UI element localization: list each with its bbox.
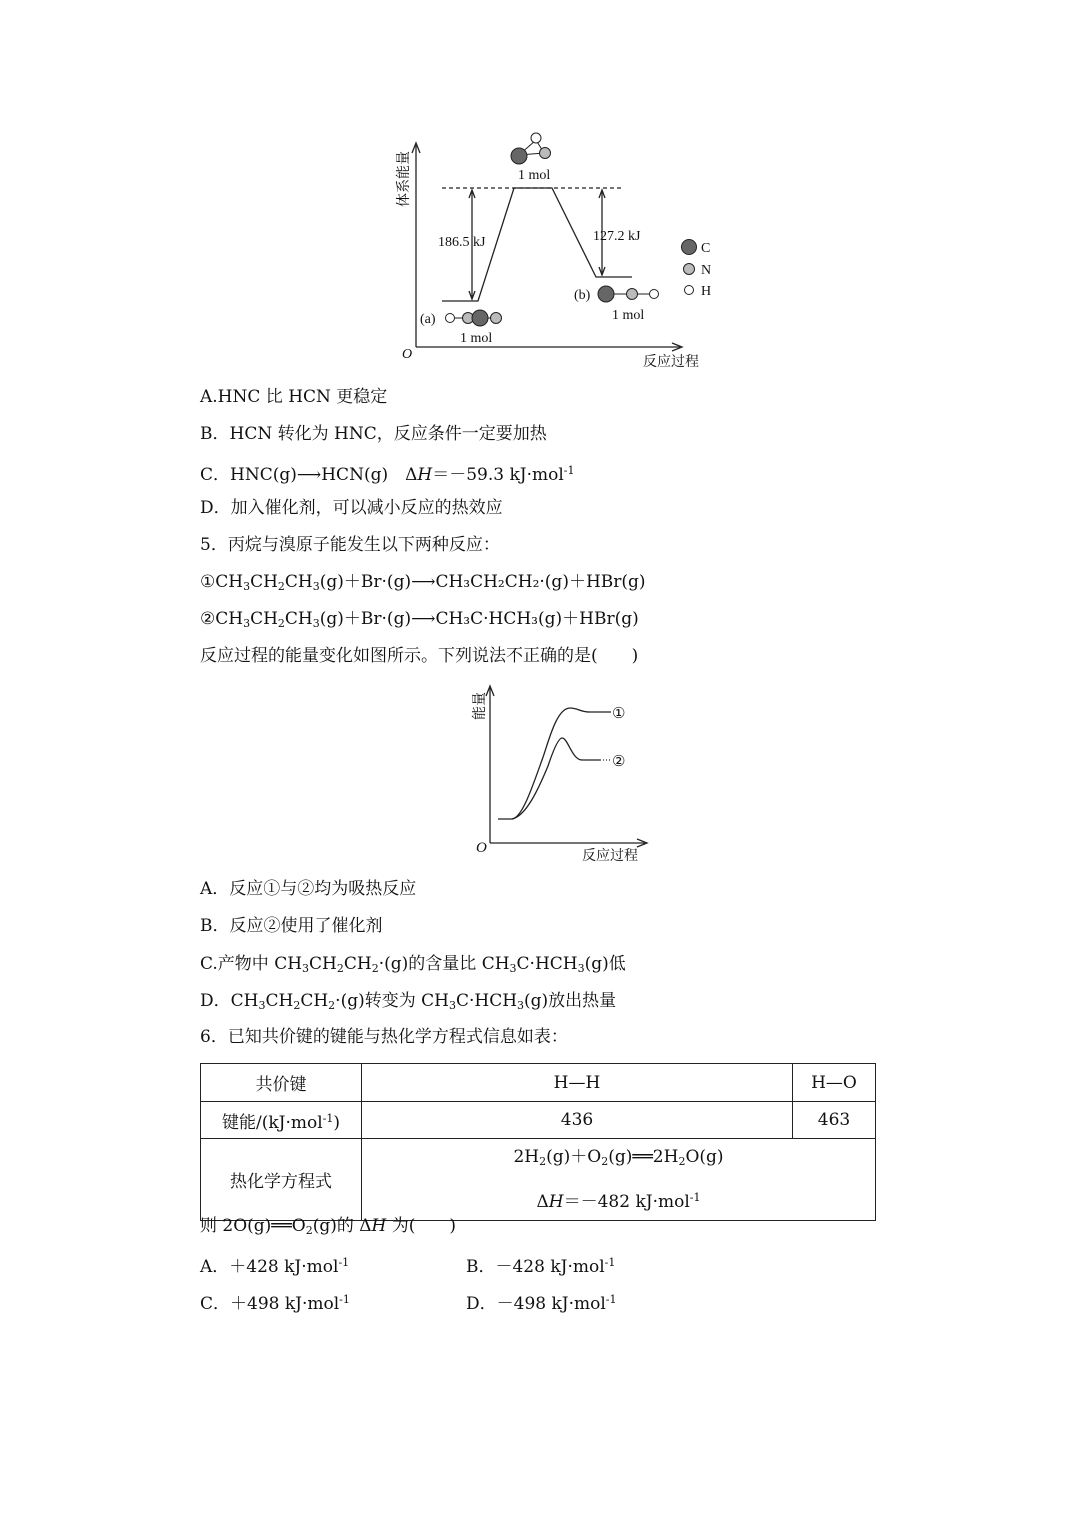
q5-option-d: D．$CH_3CH_2CH_2\cdot(g)$转变为 $CH_3C\cdot HCH_3(g)$放出热量: [200, 991, 617, 1012]
sup: -1: [605, 1293, 617, 1306]
q4-option-c: [200, 460, 575, 486]
q6-d-text: D．－498 kJ·mol: [466, 1294, 606, 1314]
c-pre: C.产物中 CH: [200, 954, 303, 974]
legend-h-label: H: [701, 284, 712, 299]
bond-energy-table: [200, 1063, 876, 1221]
d-pre: D．CH: [200, 991, 259, 1011]
header-hh: H—H: [362, 1064, 793, 1102]
right-energy-label: 127.2 kJ: [593, 229, 641, 244]
legend: [682, 240, 697, 295]
header-bond: 共价键: [201, 1064, 362, 1102]
state-b-mol: 1 mol: [612, 308, 645, 323]
curve-2-label: ②: [612, 754, 626, 770]
d-end: (g)放出热量: [524, 991, 617, 1011]
state-a-mol: 1 mol: [460, 331, 493, 346]
q4-c-var: H: [417, 465, 433, 485]
row-eq-label: 热化学方程式: [201, 1139, 362, 1221]
q-mid: (g)的 Δ: [312, 1216, 372, 1236]
q6-option-b: [466, 1252, 615, 1278]
q6-option-d: [466, 1289, 617, 1315]
molecule-b-icon: [598, 286, 659, 302]
sup: -1: [338, 1256, 350, 1269]
q5-reaction-1: $①CH_3CH_2CH_3(g)+Br\cdot(g)⟶CH_3CH_2CH_2\cdot(g)+HBr(g)$: [200, 572, 646, 593]
q4-option-b: B．HCN 转化为 HNC，反应条件一定要加热: [200, 424, 547, 444]
q5-tail: 反应过程的能量变化如图所示。下列说法不正确的是( ): [200, 646, 639, 666]
c-end: (g)低: [584, 954, 626, 974]
q6-a-text: A．＋428 kJ·mol: [200, 1257, 339, 1277]
table-row: [201, 1102, 876, 1139]
state-b-label: (b): [574, 288, 591, 303]
q6-c-text: C．＋498 kJ·mol: [200, 1294, 340, 1314]
x-axis-label: 反应过程: [643, 354, 699, 370]
q6-stem: 6．已知共价键的键能与热化学方程式信息如表：: [200, 1027, 568, 1047]
molecule-a-icon: [446, 310, 502, 326]
d-mid: (g)转变为 CH: [340, 991, 449, 1011]
c-mid: (g)的含量比 CH: [384, 954, 510, 974]
q5-stem: 5．丙烷与溴原子能发生以下两种反应：: [200, 535, 500, 555]
q-pre: 则 2O(g)══O: [200, 1216, 306, 1236]
r2-body: (g)＋Br·(g)⟶CH₃C·HCH₃(g)＋HBr(g): [319, 609, 639, 629]
q5-option-c: C.产物中 $CH_3CH_2CH_2\cdot(g)$的含量比 $CH_3C\cdot HCH_3(g)$低: [200, 954, 626, 975]
sup: -1: [339, 1293, 350, 1306]
legend-n-icon: [684, 264, 695, 275]
curve-2: [512, 738, 600, 819]
q-var: H: [371, 1216, 387, 1236]
q5-reaction-2: $②CH_3CH_2CH_3(g)+Br\cdot(g)⟶CH_3C\cdot HCH_3(g)+HBr(g)$: [200, 609, 639, 630]
curve-1-label: ①: [612, 706, 626, 722]
q5-option-a: A．反应①与②均为吸热反应: [200, 879, 417, 899]
transition-molecule-icon: [511, 133, 551, 164]
energy-diagram-1: [380, 125, 720, 375]
energy-label-text: 键能/(kJ·mol: [221, 1112, 323, 1133]
curve-1: [498, 708, 610, 819]
q4-option-d: D．加入催化剂，可以减小反应的热效应: [200, 498, 503, 518]
header-ho: H—O: [793, 1064, 876, 1102]
q4-option-a: A.HNC 比 HCN 更稳定: [200, 387, 388, 407]
x-axis-label: 反应过程: [582, 848, 638, 864]
thermo-equation: $2H_2(g)+O_2(g)══2H_2O(g)$ ΔH＝－482 kJ·mol$^{-1}$: [362, 1139, 876, 1221]
q5-option-b: B．反应②使用了催化剂: [200, 916, 383, 936]
y-axis-label: 能量: [472, 692, 488, 720]
q4-c-sup: -1: [563, 464, 575, 477]
table-row: [201, 1064, 876, 1102]
q6-b-text: B．－428 kJ·mol: [466, 1257, 605, 1277]
origin-label: O: [402, 347, 413, 362]
q6-option-a: [200, 1252, 349, 1278]
legend-n-label: N: [701, 263, 712, 278]
q4-c-prefix: C．HNC(g)⟶HCN(g) Δ: [200, 465, 418, 485]
legend-c-label: C: [701, 241, 711, 256]
q4-c-suffix: ＝－59.3 kJ·mol: [432, 465, 564, 485]
left-energy-label: 186.5 kJ: [438, 235, 486, 250]
table-row: [201, 1139, 876, 1221]
value-hh: 436: [362, 1102, 793, 1139]
origin-label: O: [476, 840, 487, 856]
r1-prefix: ①CH: [200, 572, 244, 592]
row-energy-label: 键能/(kJ·mol$^{-1}$): [201, 1102, 362, 1139]
y-axis-label: 体系能量: [396, 151, 412, 207]
sup: -1: [604, 1256, 616, 1269]
q6-question: 则 $2O(g)══O_2(g)$的 ΔH 为( ): [200, 1216, 457, 1237]
value-ho: 463: [793, 1102, 876, 1139]
r1-body: (g)＋Br·(g)⟶CH₃CH₂CH₂·(g)＋HBr(g): [319, 572, 646, 592]
state-a-label: (a): [420, 312, 436, 327]
legend-c-icon: [682, 240, 697, 255]
legend-h-icon: [685, 286, 694, 295]
q6-option-c: [200, 1289, 350, 1315]
top-mol-label: 1 mol: [518, 168, 551, 183]
delta-h-value: ＝－482 kJ·mol: [563, 1192, 690, 1212]
q-end: 为( ): [386, 1216, 457, 1236]
energy-diagram-2: [460, 678, 660, 868]
